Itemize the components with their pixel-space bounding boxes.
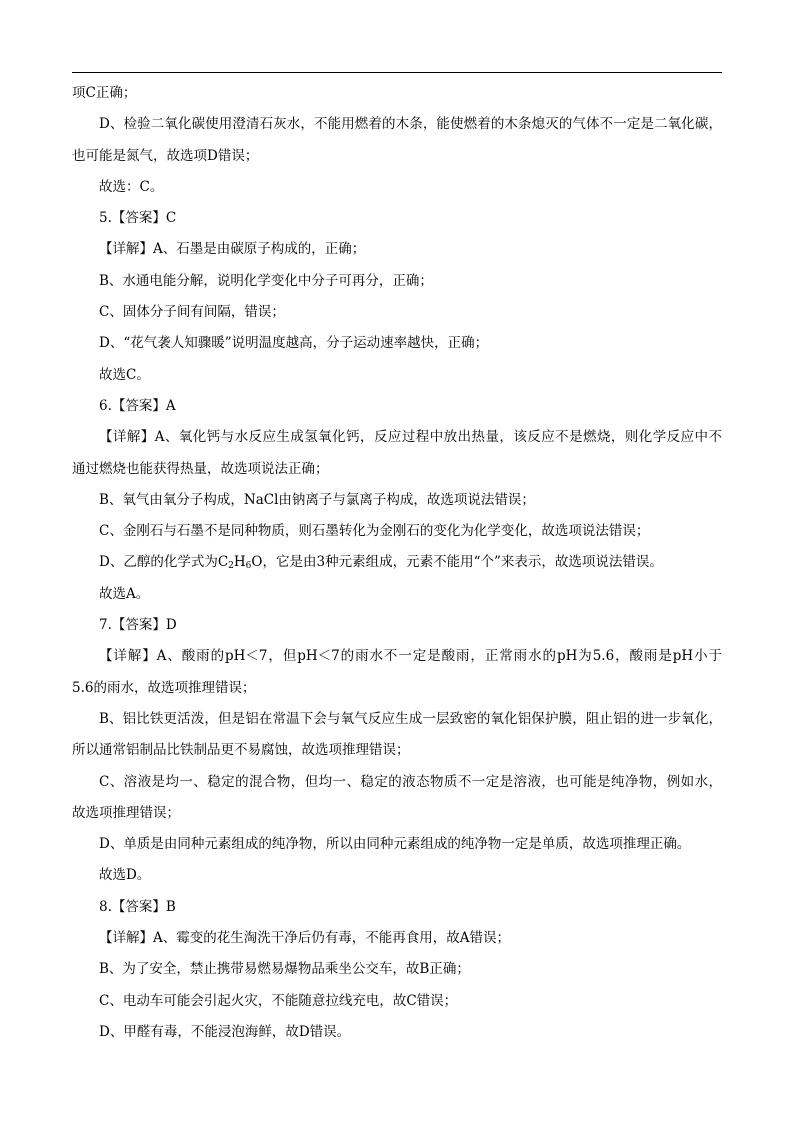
text-line: 故选A。 — [99, 585, 150, 602]
text-line: B、为了安全，禁止携带易燃易爆物品乘坐公交车，故B正确； — [99, 961, 470, 978]
text-line: 故选项推理错误； — [72, 804, 180, 821]
text-line: 【详解】A、酸雨的pH＜7，但pH＜7的雨水不一定是酸雨，正常雨水的pH为5.6，酸雨是pH小于 — [99, 648, 722, 665]
text-line: C、电动车可能会引起火灾，不能随意拉线充电，故C错误； — [99, 992, 458, 1009]
text-line: C、溶液是均一、稳定的混合物，但均一、稳定的液态物质不一定是溶液，也可能是纯净物，例如水， — [99, 773, 722, 790]
text-segment: D、乙醇的化学式为C — [99, 554, 229, 571]
header-rule — [72, 72, 722, 73]
text-line: 也可能是氮气，故选项D错误； — [72, 147, 259, 164]
text-line: D、“花气袭人知骤暖”说明温度越高，分子运动速率越快，正确； — [99, 335, 489, 352]
text-line: D、甲醛有毒，不能浸泡海鲜，故D错误。 — [99, 1023, 351, 1040]
text-line: B、水通电能分解，说明化学变化中分子可再分，正确； — [99, 272, 433, 289]
text-line: 所以通常铝制品比铁制品更不易腐蚀，故选项推理错误； — [72, 742, 410, 759]
text-line: B、铝比铁更活泼，但是铝在常温下会与氧气反应生成一层致密的氧化铝保护膜，阻止铝的进一步氧化， — [99, 710, 722, 727]
text-line: 【详解】A、石墨是由碳原子构成的，正确； — [99, 241, 366, 258]
text-line — [72, 547, 722, 578]
text-line: C、固体分子间有间隔，错误； — [99, 304, 285, 321]
formula-subscript: 2 — [228, 561, 234, 572]
text-segment: O，它是由3种元素组成，元素不能用“个”来表示，故选项说法错误。 — [251, 554, 663, 571]
text-segment: H — [233, 554, 246, 571]
text-line: D、检验二氧化碳使用澄清石灰水，不能用燃着的木条，能使燃着的木条熄灭的气体不一定是二氧化碳， — [99, 116, 722, 133]
text-line: 通过燃烧也能获得热量，故选项说法正确； — [72, 460, 329, 477]
text-line: 故选D。 — [99, 867, 151, 884]
text-line: 【详解】A、霉变的花生淘洗干净后仍有毒，不能再食用，故A错误； — [99, 930, 510, 947]
text-line: 故选C。 — [99, 366, 150, 383]
text-line: 【详解】A、氧化钙与水反应生成氢氧化钙，反应过程中放出热量，该反应不是燃烧，则化学反应中不 — [99, 429, 722, 446]
text-line: C、金刚石与石墨不是同种物质，则石墨转化为金刚石的变化为化学变化，故选项说法错误； — [99, 523, 650, 540]
text-line: 6.【答案】A — [99, 397, 176, 414]
text-line: 5.【答案】C — [99, 210, 177, 227]
text-line: 8.【答案】B — [99, 898, 176, 915]
formula-subscript: 6 — [245, 561, 252, 572]
text-line: 5.6的雨水，故选项推理错误； — [72, 679, 256, 696]
answer-explanation-text — [72, 78, 722, 1048]
text-line: D、单质是由同种元素组成的纯净物，所以由同种元素组成的纯净物一定是单质，故选项推理正确。 — [99, 836, 691, 853]
text-line: 项C正确； — [72, 85, 137, 101]
text-line: B、氧气由氧分子构成，NaCl由钠离子与氯离子构成，故选项说法错误； — [99, 491, 535, 508]
text-line: 7.【答案】D — [99, 617, 177, 634]
text-line: 故选：C。 — [99, 178, 164, 195]
